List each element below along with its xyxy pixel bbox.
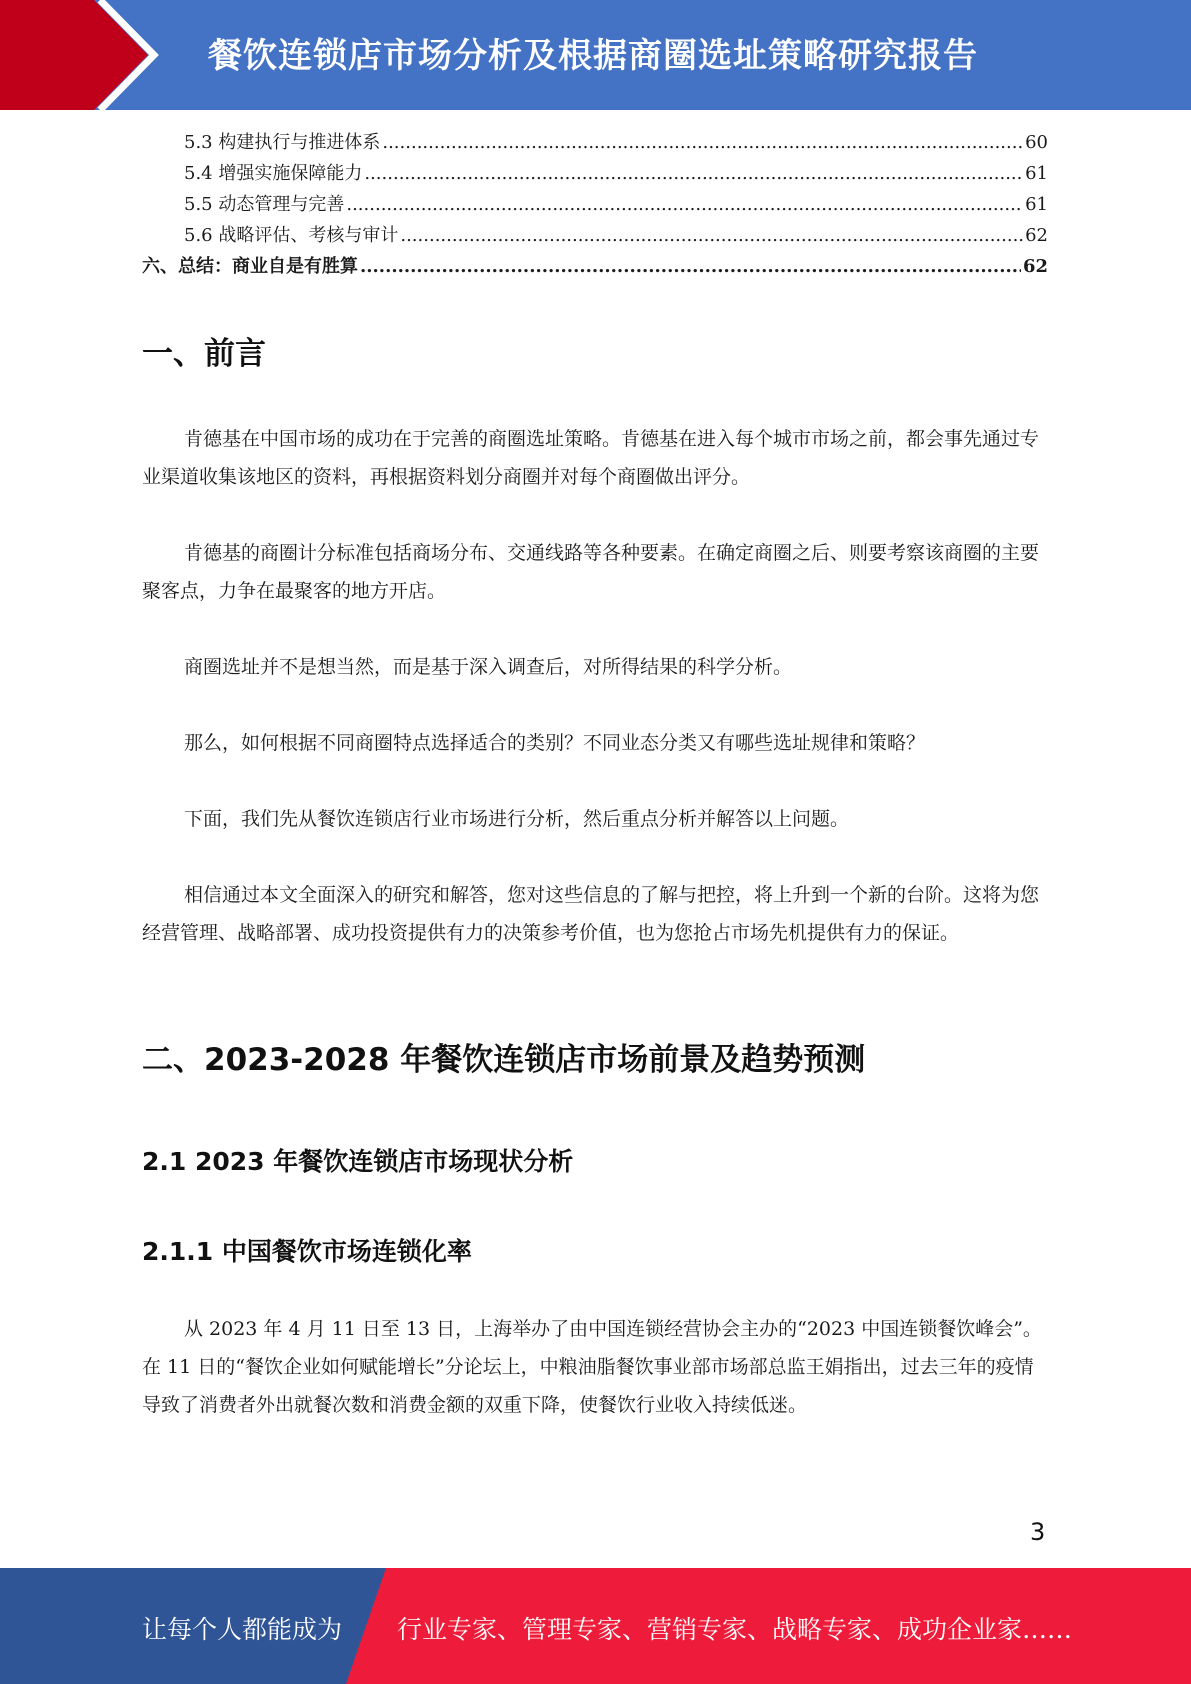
toc-leader-dots <box>364 163 1023 184</box>
table-of-contents <box>142 128 1048 283</box>
paragraph: 相信通过本文全面深入的研究和解答，您对这些信息的了解与把控，将上升到一个新的台阶。这将为您经营管理、战略部署、成功投资提供有力的决策参考价值，也为您抢占市场先机提供有力的保证。 <box>142 884 1040 944</box>
toc-entry-label: 5.3 构建执行与推进体系 <box>142 128 382 154</box>
section-heading-forecast: 二、2023-2028 年餐饮连锁店市场前景及趋势预测 <box>142 1042 866 1078</box>
paragraph: 肯德基在中国市场的成功在于完善的商圈选址策略。肯德基在进入每个城市市场之前，都会事先通过专业渠道收集该地区的资料，再根据资料划分商圈并对每个商圈做出评分。 <box>142 428 1040 488</box>
toc-entry[interactable] <box>142 128 1048 159</box>
toc-entry[interactable] <box>142 159 1048 190</box>
toc-entry-page: 62 <box>1022 256 1048 277</box>
toc-leader-dots <box>346 194 1023 215</box>
footer-slogan-left: 让每个人都能成为 <box>142 1615 343 1644</box>
paragraph: 下面，我们先从餐饮连锁店行业市场进行分析，然后重点分析并解答以上问题。 <box>184 808 850 830</box>
toc-entry-label: 5.6 战略评估、考核与审计 <box>142 221 400 247</box>
toc-entry-page: 60 <box>1025 132 1048 153</box>
toc-entry-label: 5.5 动态管理与完善 <box>142 190 346 216</box>
toc-entry-label: 5.4 增强实施保障能力 <box>142 159 364 185</box>
paragraph: 商圈选址并不是想当然，而是基于深入调查后，对所得结果的科学分析。 <box>184 656 793 678</box>
toc-entry[interactable] <box>142 190 1048 221</box>
toc-entry-page: 61 <box>1025 163 1048 184</box>
paragraph: 那么，如何根据不同商圈特点选择适合的类别？不同业态分类又有哪些选址规律和策略？ <box>184 732 926 754</box>
toc-entry[interactable] <box>142 221 1048 252</box>
toc-leader-dots <box>400 225 1023 246</box>
subsubsection-heading: 2.1.1 中国餐饮市场连锁化率 <box>142 1237 472 1266</box>
toc-leader-dots <box>360 256 1021 277</box>
toc-entry-page: 61 <box>1025 194 1048 215</box>
paragraph: 从 2023 年 4 月 11 日至 13 日，上海举办了由中国连锁经营协会主办的“2023 中国连锁餐饮峰会”。在 11 日的“餐饮企业如何赋能增长”分论坛上，中粮油脂餐饮事业部市场部总监王娟指出，过去三年的疫情导致了消费者外出就餐次数和消费金额的双重下降，使餐饮行业收入持续低迷。 <box>142 1318 1042 1416</box>
toc-entry[interactable] <box>142 252 1048 283</box>
toc-entry-label: 六、总结：商业自是有胜算 <box>142 252 360 278</box>
page-number: 3 <box>1030 1518 1046 1546</box>
paragraph: 肯德基的商圈计分标准包括商场分布、交通线路等各种要素。在确定商圈之后、则要考察该商圈的主要聚客点，力争在最聚客的地方开店。 <box>142 542 1040 602</box>
toc-leader-dots <box>382 132 1023 153</box>
footer-slogan-right: 行业专家、管理专家、营销专家、战略专家、成功企业家…… <box>397 1615 1073 1644</box>
section-heading-preface: 一、前言 <box>142 336 266 372</box>
header-title: 餐饮连锁店市场分析及根据商圈选址策略研究报告 <box>208 36 978 76</box>
toc-entry-page: 62 <box>1025 225 1048 246</box>
subsection-heading: 2.1 2023 年餐饮连锁店市场现状分析 <box>142 1147 574 1176</box>
